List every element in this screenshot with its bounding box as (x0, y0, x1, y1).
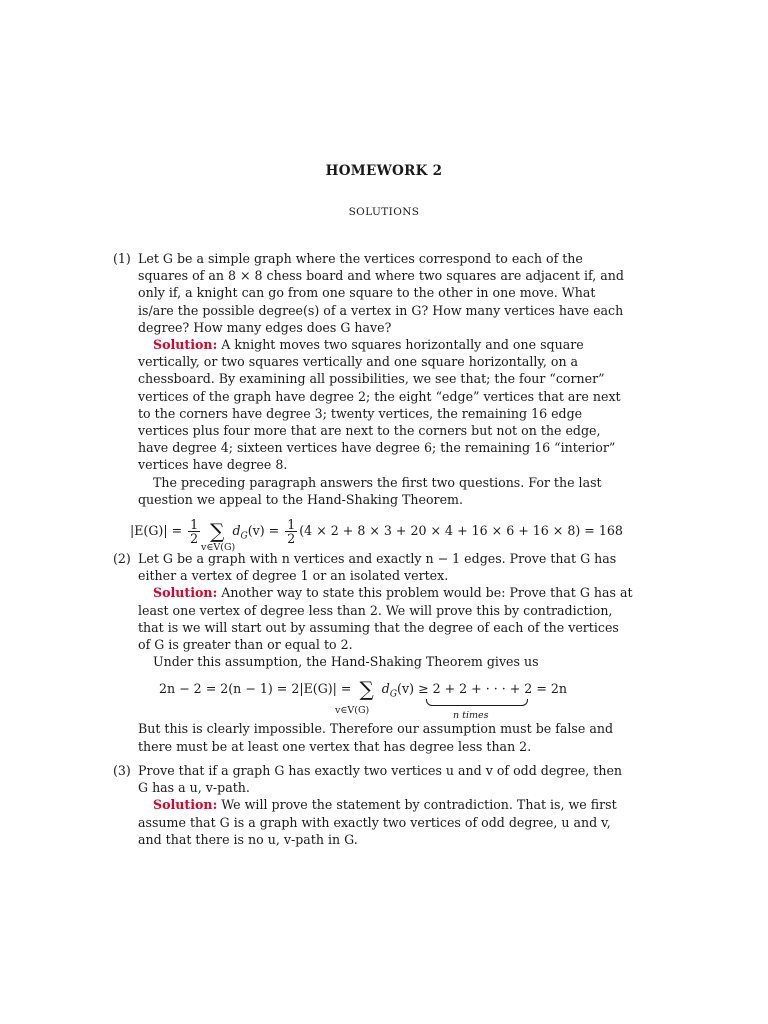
page-title: HOMEWORK 2 (325, 163, 443, 179)
equation-rhs: (4 × 2 + 8 × 3 + 20 × 4 + 16 × 6 + 16 × 8) = 168 (299, 523, 623, 539)
solution-paragraph (138, 584, 633, 653)
problem-2 (113, 550, 633, 755)
summation-index: v∈V(G) (335, 705, 370, 717)
equation-handshake: 2n − 2 = 2(n − 1) = 2|E(G)| = ∑ $d_G(v) \ge 2 + 2$ + · · · + 2 = 2n v∈V(G) n times (138, 674, 633, 714)
solution-paragraph (138, 336, 633, 474)
solution-text: A knight moves two squares horizontally and one square vertically, or two squares vertically and one square horizontally, on a chessboard. By examining all possibilities, we see that; the four “corner” vertices of the graph have degree 2; the eight “edge” vertices that are next to the corners have degree 3; twenty vertices, the remaining 16 edge vertices plus four more that are next to the corners but not on the edge, have degree 4; sixteen vertices have degree 6; the remaining 16 “interior” vertices have degree 8. (138, 337, 621, 473)
followup-paragraph: Under this assumption, the Hand-Shaking Theorem gives us (153, 654, 539, 670)
solution-label: Solution: (153, 337, 218, 353)
problem-statement: Let G be a simple graph where the vertices correspond to each of the squares of an 8 × 8 chess board and where two squares are adjacent if, and only if, a knight can go from one square to the other in one move. What is/are the possible degree(s) of a vertex in G? How many vertices have each degree? How many edges does G have? (138, 251, 624, 335)
underbrace (426, 699, 528, 706)
problem-number: (2) (113, 551, 131, 566)
degree-function: d (381, 681, 390, 697)
braced-sum: 2 + 2 + · · · + 2 (432, 681, 533, 697)
solution-label: Solution: (153, 797, 218, 813)
summation-symbol: ∑ (359, 677, 374, 702)
solution-text: We will prove the statement by contradiction. That is, we first assume that G is a graph with exactly two vertices of odd degree, u and v, and that there is no u, v-path in G. (138, 797, 617, 847)
problem-statement: Prove that if a graph G has exactly two vertices u and v of odd degree, then G has a u, v-path. (138, 763, 623, 796)
solution-text: Another way to state this problem would be: Prove that G has at least one vertex of degree less than 2. We will prove this by contradiction, that is we will start out by assuming that the degree of each of the vertices of G is greater than or equal to 2. (138, 585, 633, 653)
problem-3 (113, 762, 633, 848)
problem-number: (3) (113, 763, 131, 778)
problem-1 (113, 250, 633, 554)
equation-lhs: |E(G)| = (130, 523, 183, 539)
fraction-one-half: $\frac{1}{2}$ (190, 517, 199, 547)
equation-edge-count: |E(G)| = $\frac{1}{2}$ ∑ $d_G(v)$ = $\frac{1}{2}$ (4 × 2 + 8 × 3 + 20 × 4 + 16 × 6 + 16 × 8) = 168 v∈V(G) (138, 512, 633, 548)
solution-paragraph (138, 796, 633, 848)
followup-paragraph: The preceding paragraph answers the first two questions. For the last question we appeal to the Hand-Shaking Theorem. (138, 474, 602, 507)
problem-statement: Let G be a graph with n vertices and exactly n − 1 edges. Prove that G has either a vertex of degree 1 or an isolated vertex. (138, 551, 617, 584)
equation-lhs: 2n − 2 = 2(n − 1) = 2|E(G)| = (159, 681, 352, 697)
page-subtitle: SOLUTIONS (348, 206, 420, 218)
brace-label: n times (453, 710, 489, 722)
solution-label: Solution: (153, 585, 218, 601)
summation-symbol: ∑ (210, 518, 225, 543)
conclusion-paragraph: But this is clearly impossible. Therefore our assumption must be false and there must be at least one vertex that has degree less than 2. (138, 721, 614, 754)
equation-rhs: = 2n (536, 681, 567, 697)
problem-number: (1) (113, 251, 131, 266)
degree-function: d (232, 523, 241, 539)
summation-index: v∈V(G) (201, 542, 236, 554)
fraction-one-half-2: $\frac{1}{2}$ (287, 517, 296, 547)
